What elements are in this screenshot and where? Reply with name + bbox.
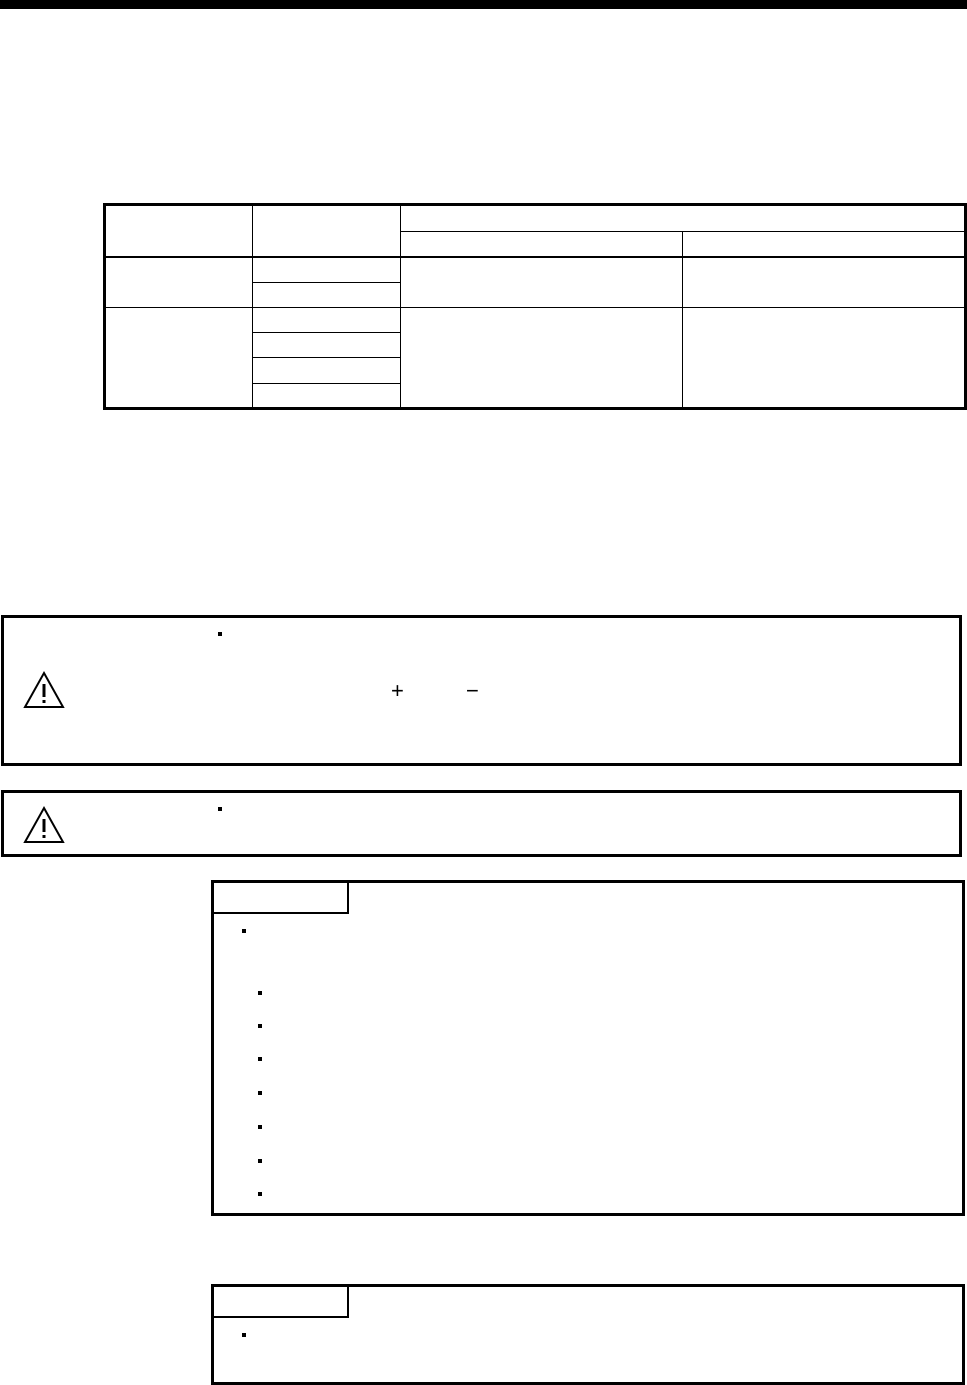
caution-box	[1, 790, 962, 857]
table-cell	[401, 307, 683, 408]
bullet	[242, 929, 246, 933]
bullet	[258, 1125, 262, 1129]
warning-triangle-icon	[22, 805, 66, 845]
table-header-cell	[401, 205, 966, 232]
minus-symbol: −	[466, 678, 479, 703]
table-cell	[105, 257, 253, 307]
bullet	[258, 1091, 262, 1095]
table-cell	[253, 307, 401, 332]
table-header-cell	[253, 205, 401, 258]
point-tab	[214, 1287, 349, 1318]
bullet	[258, 1057, 262, 1061]
bullet	[258, 1024, 262, 1028]
table-header-cell	[105, 205, 253, 258]
point-box	[211, 1284, 965, 1385]
table-cell	[401, 257, 683, 307]
table-cell	[253, 282, 401, 307]
table-cell	[253, 383, 401, 408]
table-header-cell	[401, 232, 683, 257]
table-cell	[253, 257, 401, 282]
point-tab	[214, 883, 349, 914]
spec-table	[103, 203, 967, 410]
bullet	[218, 807, 222, 811]
table-cell	[683, 307, 966, 408]
warning-triangle-icon	[22, 670, 66, 710]
table-header-cell	[683, 232, 966, 257]
bullet	[258, 1159, 262, 1163]
bullet	[258, 991, 262, 995]
point-box	[211, 880, 965, 1216]
warning-box	[1, 615, 962, 766]
plus-symbol: +	[391, 678, 404, 703]
table-cell	[253, 358, 401, 383]
header-rule	[0, 0, 967, 9]
table-cell	[105, 307, 253, 408]
bullet	[242, 1333, 246, 1337]
table-cell	[253, 333, 401, 358]
bullet	[258, 1192, 262, 1196]
table-cell	[683, 257, 966, 307]
bullet	[218, 632, 222, 636]
